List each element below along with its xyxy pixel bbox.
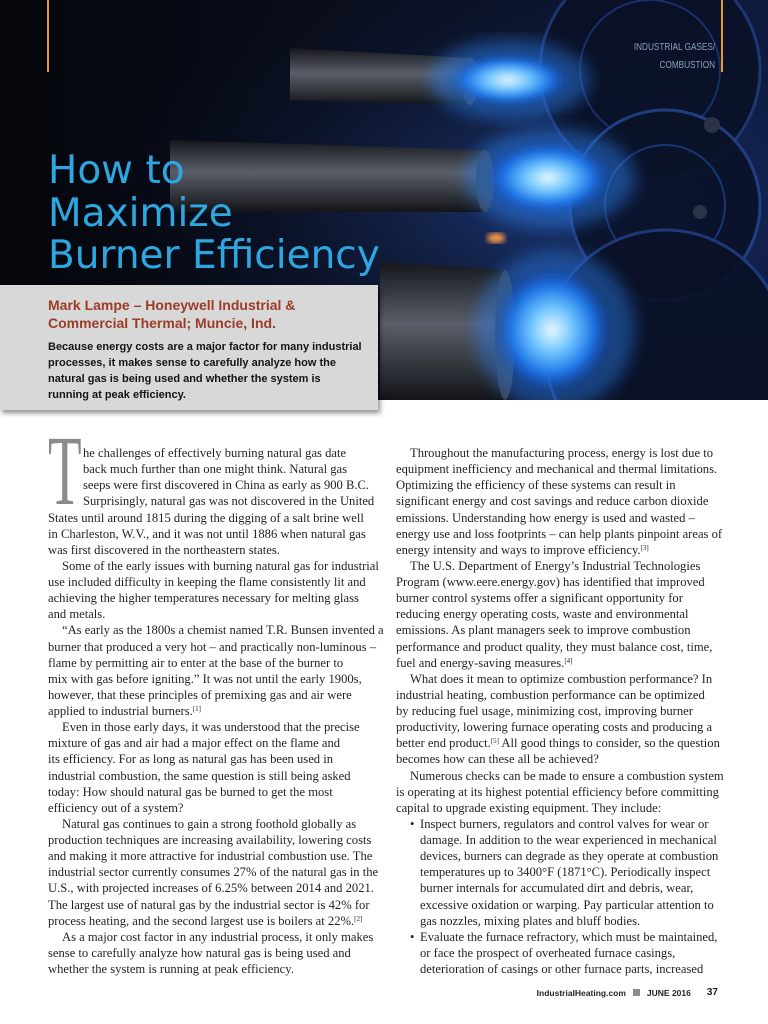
body-line (396, 510, 722, 526)
bullet-line (396, 816, 722, 832)
body-line (48, 784, 374, 800)
footer-separator-square (633, 989, 640, 996)
line-text: performance and product quality, they must balance cost, time, (396, 639, 713, 654)
line-text: emissions. Understanding how energy is used and wasted – (396, 510, 695, 525)
summary-line: running at peak efficiency. (48, 389, 186, 401)
body-line (48, 510, 374, 526)
body-line (48, 800, 374, 816)
bullet-line (396, 880, 722, 896)
body-line (396, 445, 722, 461)
line-text: Some of the early issues with burning natural gas for industrial (62, 558, 379, 573)
line-text: “As early as the 1800s a chemist named T.R. Bunsen invented a (62, 623, 384, 638)
accent-rule-right (721, 0, 723, 72)
line-text: today: How should natural gas be burned to get the most (48, 784, 333, 799)
body-line (48, 816, 374, 832)
body-line (396, 768, 722, 784)
body-column-right (396, 445, 722, 977)
body-line (48, 719, 374, 735)
line-text: by reducing fuel usage, minimizing cost, improving burner (396, 704, 693, 718)
line-text: damage. In addition to the wear experienced in mechanical (420, 833, 717, 847)
body-line (396, 735, 722, 751)
body-line (396, 622, 722, 638)
line-text: production techniques are increasing availability, lowering costs (48, 833, 372, 847)
bullet-line (396, 961, 722, 977)
footer-issue-date: JUNE 2016 (646, 987, 691, 998)
line-text: whether the system is running at peak efficiency. (48, 962, 294, 976)
footnote-ref: [3] (640, 543, 649, 552)
body-line (396, 493, 722, 509)
body-line (48, 832, 374, 848)
body-column-left (48, 414, 384, 977)
line-text: Optimizing the efficiency of these systems can result in (396, 478, 676, 493)
body-line (396, 558, 722, 574)
body-line (48, 445, 374, 461)
body-line (396, 606, 722, 622)
line-text: deterioration of casings or other furnace parts, increased (420, 962, 704, 976)
section-label (634, 39, 715, 75)
line-text: All good things to consider, so the question (498, 736, 720, 751)
line-text: equipment inefficiency and mechanical and thermal limitations. (396, 462, 718, 477)
body-line (48, 639, 377, 655)
body-line (48, 671, 374, 687)
article-title (48, 150, 380, 278)
body-line (48, 703, 374, 719)
line-text: seeps were first discovered in China as early as 900 B.C. (83, 478, 370, 493)
body-line (48, 542, 374, 558)
body-line (396, 719, 722, 735)
line-text: its efficiency. For as long as natural gas has been used in (48, 752, 334, 767)
line-text: The U.S. Department of Energy’s Industrial Technologies (410, 558, 701, 573)
line-text: applied to industrial burners. (48, 704, 193, 718)
bullet-line (396, 848, 722, 864)
line-text: Natural gas continues to gain a strong foothold globally as (62, 816, 357, 831)
line-text: efficiency out of a system? (48, 800, 184, 815)
line-text: and making it more attractive for industrial combustion use. The (48, 849, 373, 864)
body-line (48, 655, 374, 671)
line-text: U.S., with projected increases of 6.25% between 2014 and 2021. (48, 881, 374, 896)
body-line (396, 800, 722, 816)
bullet-line (396, 945, 722, 961)
line-text: Throughout the manufacturing process, energy is lost due to (410, 446, 714, 460)
line-text: energy use and loss footprints – can help plants pinpoint areas of (396, 526, 723, 541)
line-text: process heating, and the second largest use is boilers at 22%. (48, 913, 355, 928)
summary-line: processes, it makes sense to carefully analyze how the (48, 357, 336, 369)
line-text: As a major cost factor in any industrial process, it only makes (62, 929, 374, 944)
line-text: sense to carefully analyze how natural gas is being used and (48, 945, 351, 960)
line-text: Inspect burners, regulators and control valves for wear or (420, 816, 709, 831)
line-text: productivity, lowering furnace operating costs and producing a (396, 720, 713, 735)
body-line (48, 864, 379, 880)
body-line (48, 880, 374, 896)
line-text: What does it mean to optimize combustion performance? In (410, 671, 713, 686)
line-text: mixture of gas and air had a major effect on the flame and (48, 736, 341, 751)
body-line (396, 687, 722, 703)
line-text: temperatures up to 3400°F (1871°C). Periodically inspect (420, 865, 711, 880)
summary-line: natural gas is being used and whether the system is (48, 373, 321, 385)
line-text: Evaluate the furnace refractory, which must be maintained, (420, 929, 718, 944)
body-line (396, 461, 722, 477)
summary-box (0, 285, 378, 410)
body-line (396, 526, 722, 542)
body-line (396, 542, 722, 558)
body-line (48, 606, 374, 622)
line-text: energy intensity and ways to improve efficiency. (396, 542, 641, 557)
body-line (396, 639, 722, 655)
line-text: capital to upgrade existing equipment. They include: (396, 800, 662, 815)
body-line (396, 574, 722, 590)
line-text: The largest use of natural gas by the industrial sector is 42% for (48, 897, 370, 912)
page-number: 37 (706, 987, 718, 998)
line-text: fuel and energy-saving measures. (396, 655, 565, 670)
line-text: excessive oxidation or warping. Pay particular attention to (420, 897, 714, 912)
line-text: industrial sector currently consumes 27% of the natural gas in the (48, 865, 379, 880)
line-text: flame by permitting air to enter at the base of the burner to (48, 655, 344, 670)
body-line (48, 751, 374, 767)
title-line: How to (48, 148, 185, 193)
body-line (396, 703, 722, 719)
line-text: or face the prospect of overheated furnace casings, (420, 945, 676, 960)
byline-line: Mark Lampe – Honeywell Industrial & (48, 297, 296, 313)
summary-line: Because energy costs are a major factor for many industrial (48, 341, 362, 353)
title-line: Burner Efficiency (48, 233, 380, 278)
byline-line: Commercial Thermal; Muncie, Ind. (48, 315, 276, 331)
line-text: Even in those early days, it was understood that the precise (62, 720, 360, 735)
line-text: industrial combustion, the same question is still being asked (48, 768, 351, 783)
line-text: Surprisingly, natural gas was not discovered in the United (83, 494, 375, 509)
line-text: use included difficulty in keeping the flame consistently lit and (48, 575, 366, 589)
line-text: emissions. As plant managers seek to improve combustion (396, 623, 691, 638)
line-text: better end product. (396, 736, 491, 751)
body-line (48, 848, 374, 864)
byline (48, 296, 295, 332)
body-line (396, 655, 722, 671)
line-text: burner that produced a very hot – and practically non-luminous – (48, 639, 377, 654)
bullet-line (396, 864, 722, 880)
line-text: significant energy and cost savings and reduce carbon dioxide (396, 494, 709, 509)
body-line (48, 961, 374, 977)
line-text: devices, burners can degrade as they operate at combustion (420, 849, 719, 864)
body-line (48, 735, 374, 751)
line-text: in Charleston, W.V., and it was not until 1886 when natural gas (48, 526, 366, 541)
bullet-marker: • (410, 816, 415, 831)
accent-rule-left (47, 0, 49, 72)
line-text: however, that these principles of premixing gas and air were (48, 687, 352, 702)
body-line (48, 558, 379, 574)
section-label-line: COMBUSTION (659, 60, 715, 71)
body-line (48, 897, 374, 913)
line-text: becomes how can these all be achieved? (396, 752, 599, 767)
line-text: back much further than one might think. Natural gas (83, 462, 348, 477)
body-line (48, 622, 384, 638)
line-text: burner control systems offer a significant opportunity for (396, 591, 683, 606)
body-line (48, 493, 374, 509)
line-text: Numerous checks can be made to ensure a combustion system (410, 768, 724, 783)
line-text: burner internals for accumulated dirt and debris, wear, (420, 881, 694, 896)
footnote-ref: [1] (192, 705, 201, 713)
body-line (48, 768, 374, 784)
bullet-line (396, 929, 722, 945)
body-line (48, 687, 374, 703)
body-line (48, 929, 374, 945)
body-line (396, 477, 722, 493)
line-text: reducing energy operating costs, waste and environmental (396, 607, 689, 622)
footnote-ref: [2] (354, 914, 363, 923)
footnote-ref: [5] (490, 737, 499, 746)
body-line (48, 945, 374, 961)
body-line (48, 590, 374, 606)
body-line (396, 751, 722, 767)
body-line (396, 784, 722, 800)
section-label-line: INDUSTRIAL GASES/ (633, 42, 715, 53)
footnote-ref: [4] (564, 656, 573, 665)
line-text: is operating at its highest potential efficiency before committing (396, 784, 719, 799)
line-text: mix with gas before igniting.” It was not until the early 1900s, (48, 671, 362, 686)
title-line: Maximize (48, 190, 233, 236)
line-text: Program (www.eere.energy.gov) has identified that improved (396, 575, 705, 589)
body-line (48, 913, 374, 929)
line-text: was first discovered in the northeastern states. (48, 542, 280, 557)
page-footer (537, 987, 718, 998)
line-text: States until around 1815 during the digging of a salt brine well (48, 510, 364, 525)
body-line (48, 574, 374, 590)
footer-site: IndustrialHeating.com (536, 987, 626, 998)
article-summary (48, 339, 362, 403)
line-text: gas nozzles, mixing plates and bluff bodies. (420, 913, 641, 928)
body-line (48, 461, 374, 477)
bullet-line (396, 897, 722, 913)
body-line (48, 477, 374, 493)
body-line (48, 526, 374, 542)
body-line (396, 590, 722, 606)
bullet-line (396, 913, 722, 929)
line-text: and metals. (48, 607, 106, 622)
body-line (396, 671, 722, 687)
drop-cap: T (48, 414, 82, 526)
line-text: achieving the higher temperatures necessary for melting glass (48, 591, 359, 606)
line-text: he challenges of effectively burning natural gas date (83, 446, 347, 460)
bullet-marker: • (410, 929, 415, 944)
line-text: industrial heating, combustion performance can be optimized (396, 687, 705, 702)
bullet-line (396, 832, 722, 848)
